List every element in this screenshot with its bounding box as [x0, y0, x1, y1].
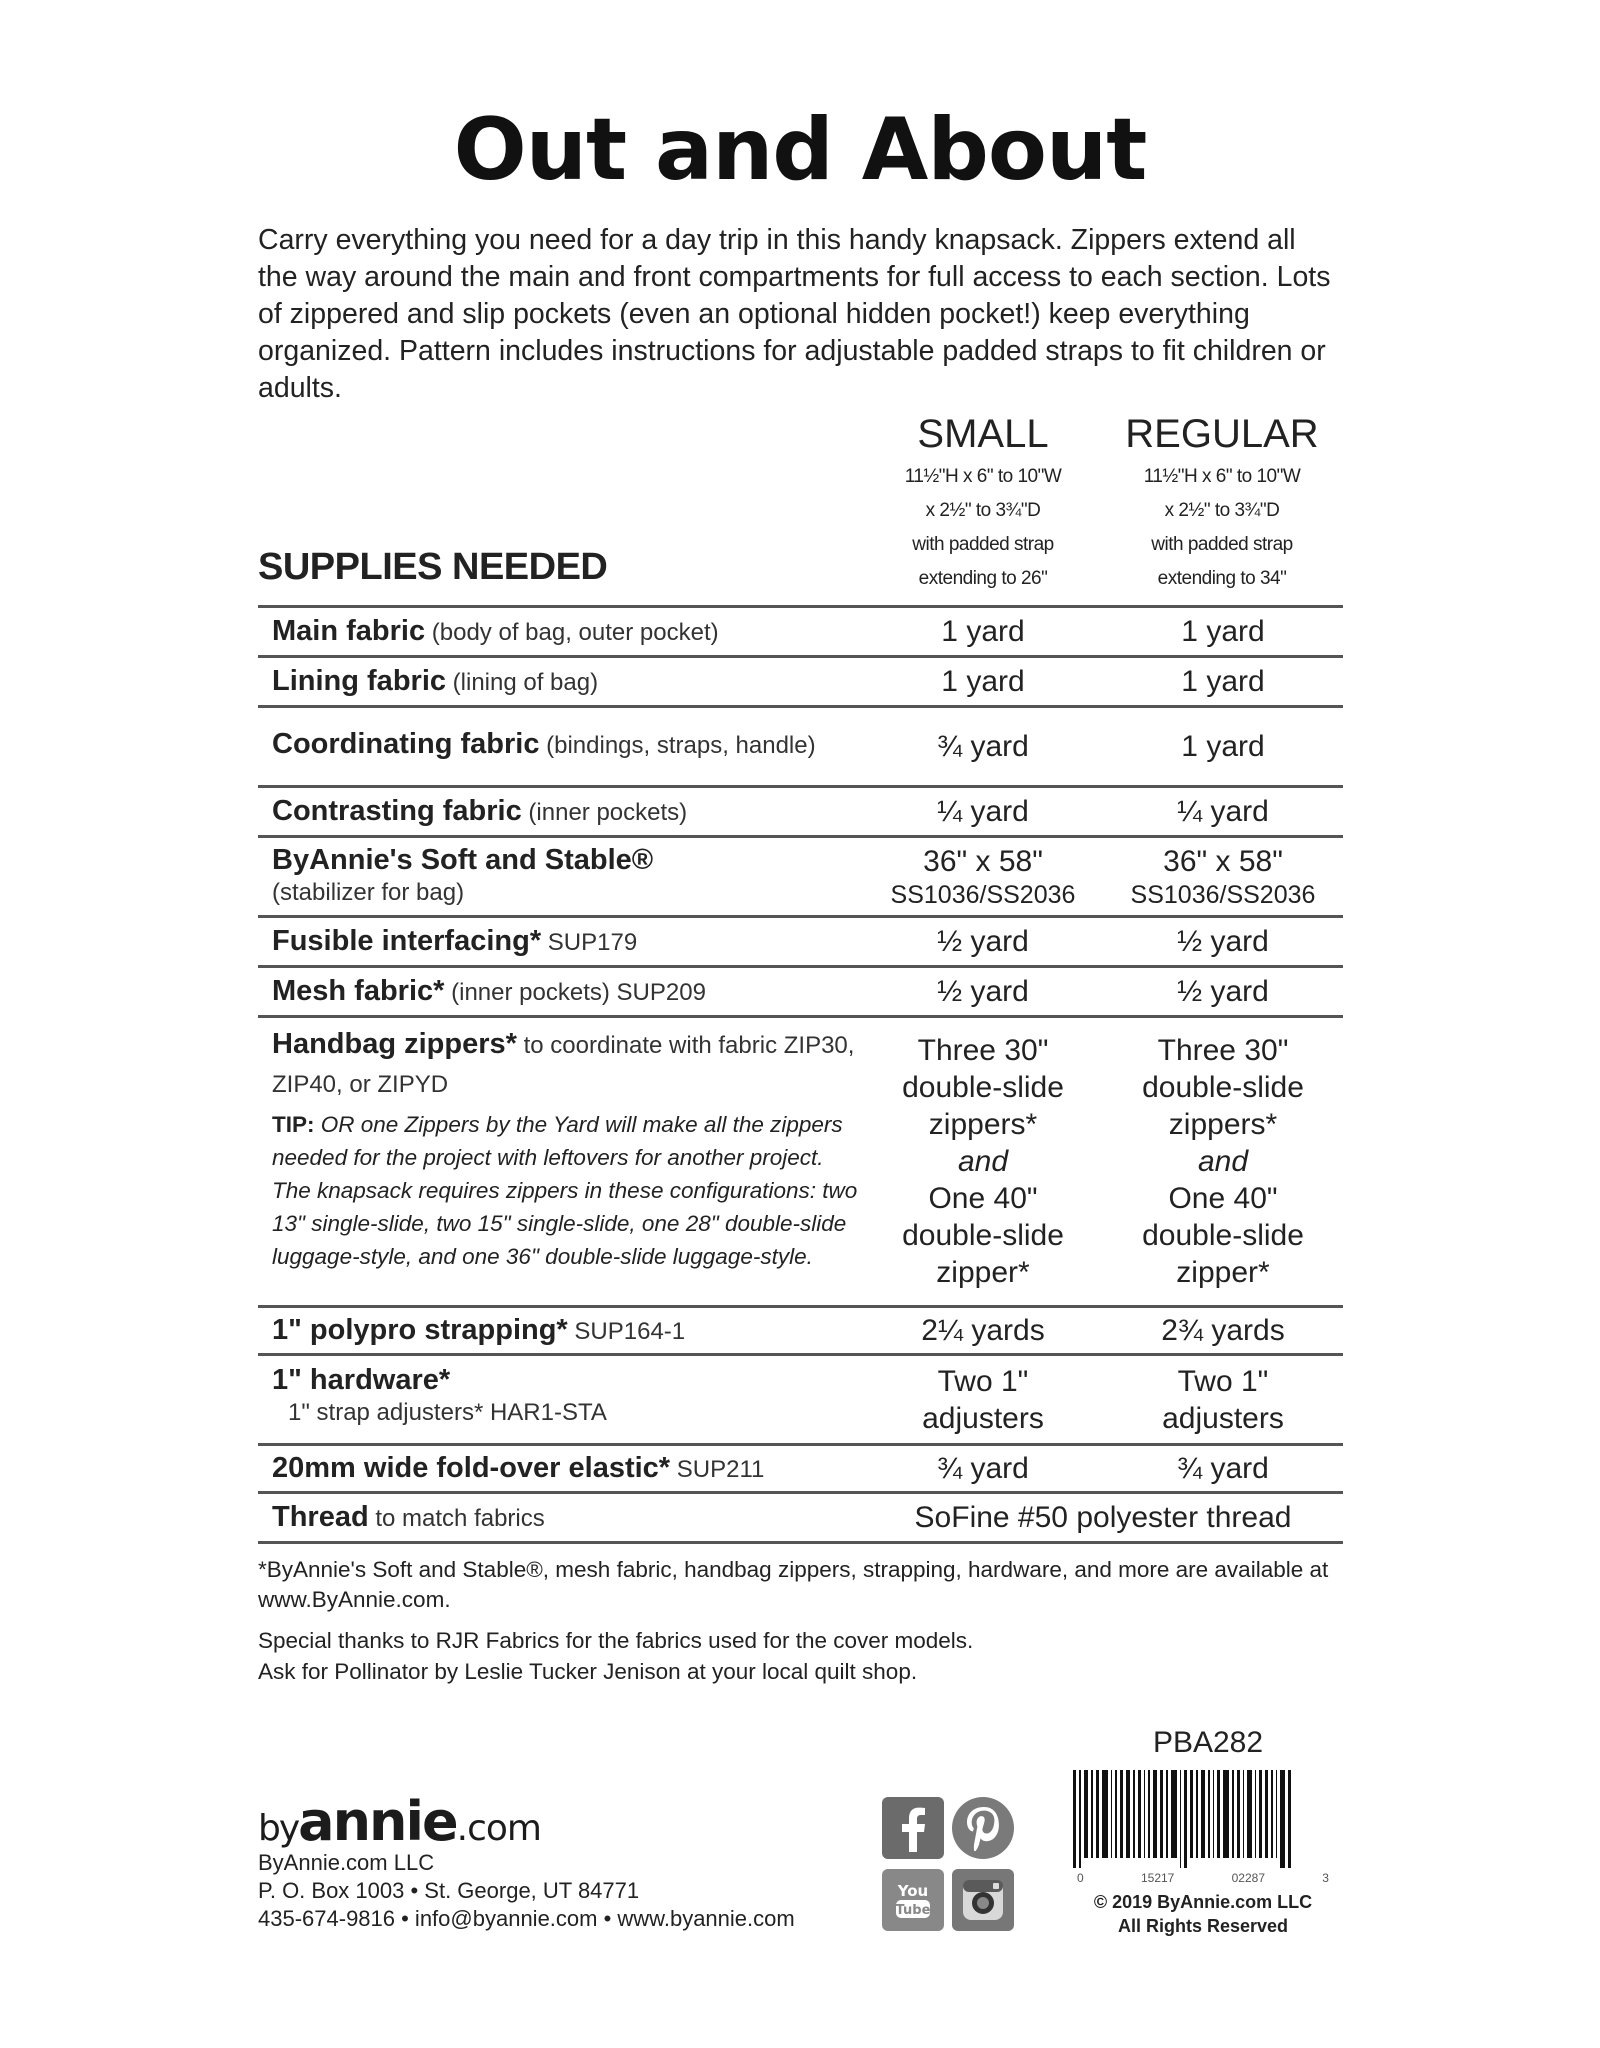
- item-cell: [258, 708, 863, 785]
- tip-text: OR one Zippers by the Yard will make all the zippers needed for the project with leftovers for another project. The knapsack requires zippers in these configurations: two 13" single-slide, two 15" single-slide, one 28" double-slide luggage-style, and one 36" double-slide luggage-style.: [272, 1112, 858, 1269]
- item-name: 1" hardware*: [272, 1364, 451, 1396]
- regular-line: Three 30": [1157, 1034, 1289, 1067]
- barcode-bar: [1138, 1770, 1141, 1858]
- table-row: [258, 1308, 1343, 1356]
- address-line: 435-674-9816 • info@byannie.com • www.byannie.com: [258, 1906, 795, 1931]
- item-note: SUP164-1: [567, 1318, 686, 1345]
- item-note: SUP211: [670, 1456, 765, 1483]
- svg-text:Tube: Tube: [895, 1903, 931, 1918]
- size-dims-regular: 11½"H x 6" to 10"W x 2½" to 3¾"D with padded strap extending to 34": [1143, 466, 1301, 589]
- small-line: zipper*: [936, 1256, 1030, 1289]
- item-note: (inner pockets) SUP209: [444, 979, 706, 1006]
- barcode-bar: [1223, 1770, 1229, 1858]
- regular-line: One 40": [1168, 1182, 1278, 1215]
- pinterest-icon[interactable]: [952, 1797, 1014, 1859]
- table-row: [258, 1018, 1343, 1308]
- regular-value: ¼ yard: [1177, 795, 1269, 828]
- item-cell: [258, 968, 863, 1015]
- item-cell: [258, 658, 863, 705]
- regular-line: and: [1197, 1145, 1249, 1178]
- barcode-bar: [1255, 1770, 1257, 1858]
- thanks-note: [258, 1625, 1343, 1687]
- regular-line: zipper*: [1176, 1256, 1270, 1289]
- barcode-bar: [1180, 1770, 1182, 1868]
- item-note: (body of bag, outer pocket): [425, 619, 719, 646]
- barcode-bar: [1133, 1770, 1135, 1858]
- barcode-bar: [1237, 1770, 1240, 1858]
- barcode-digits: [1073, 1871, 1333, 1885]
- barcode-bar: [1166, 1770, 1168, 1858]
- logo-by: by: [258, 1808, 299, 1849]
- item-cell: [258, 838, 863, 915]
- small-value: ¼ yard: [937, 795, 1029, 828]
- regular-value: [1103, 838, 1343, 915]
- regular-value: ½ yard: [1177, 925, 1269, 958]
- item-cell: [258, 608, 863, 655]
- barcode-bar: [1196, 1770, 1198, 1858]
- item-name: Fusible interfacing*: [272, 925, 542, 957]
- barcode-digit: 02287: [1231, 1871, 1265, 1885]
- regular-value-main: 36" x 58": [1163, 845, 1283, 878]
- item-name: Thread: [272, 1501, 369, 1533]
- item-cell: [258, 1356, 863, 1443]
- small-value: ½ yard: [937, 975, 1029, 1008]
- small-line: Three 30": [917, 1034, 1049, 1067]
- item-note: to coordinate with fabric ZIP30, ZIP40, or ZIPYD: [272, 1032, 855, 1098]
- barcode-bar: [1247, 1770, 1252, 1858]
- barcode-bar: [1280, 1770, 1285, 1868]
- small-value: 1 yard: [941, 615, 1025, 648]
- item-cell: [258, 1018, 863, 1305]
- table-row: [258, 918, 1343, 968]
- small-line: double-slide: [902, 1071, 1064, 1104]
- size-dims-small: 11½"H x 6" to 10"W x 2½" to 3¾"D with padded strap extending to 26": [904, 466, 1062, 589]
- small-line: and: [957, 1145, 1009, 1178]
- table-row: [258, 788, 1343, 838]
- item-name: Mesh fabric*: [272, 975, 445, 1007]
- item-name: Handbag zippers*: [272, 1028, 517, 1060]
- item-name: 1" polypro strapping*: [272, 1314, 568, 1346]
- tip-label: TIP:: [272, 1112, 315, 1137]
- table-row: [258, 838, 1343, 918]
- table-row: [258, 1356, 1343, 1446]
- availability-footnote: *ByAnnie's Soft and Stable®, mesh fabric, handbag zippers, strapping, hardware, and more are available at www.ByAnnie.com.: [258, 1557, 1329, 1612]
- barcode-digit: 0: [1077, 1871, 1084, 1885]
- small-value: ½ yard: [937, 925, 1029, 958]
- regular-line: zippers*: [1168, 1108, 1278, 1141]
- intro-paragraph: Carry everything you need for a day trip in this handy knapsack. Zippers extend all the way around the main and front compartments for full access to each section. Lots of zippered and slip pockets (even an optional hidden pocket!) keep everything organized. Pattern includes instructions for adjustable padded straps to fit children or adults.: [258, 224, 1331, 404]
- table-row: [258, 658, 1343, 708]
- regular-line: double-slide: [1142, 1071, 1304, 1104]
- table-row: [258, 608, 1343, 658]
- barcode-digit: 3: [1322, 1871, 1329, 1885]
- barcode-bar: [1271, 1770, 1273, 1858]
- item-cell: [258, 1308, 863, 1353]
- small-value: [863, 1356, 1103, 1443]
- barcode-bar: [1201, 1770, 1206, 1858]
- barcode-bars: [1073, 1770, 1333, 1865]
- barcode-bar: [1079, 1770, 1081, 1868]
- item-name: Coordinating fabric: [272, 728, 540, 760]
- barcode-bar: [1243, 1770, 1245, 1858]
- company-address: [258, 1849, 795, 1933]
- instagram-icon[interactable]: [952, 1869, 1014, 1931]
- thanks-line: Ask for Pollinator by Leslie Tucker Jenison at your local quilt shop.: [258, 1659, 918, 1684]
- small-line: adjusters: [922, 1401, 1044, 1435]
- regular-value: ½ yard: [1177, 975, 1269, 1008]
- size-name-small: SMALL: [917, 412, 1049, 456]
- item-note: (lining of bag): [446, 669, 599, 696]
- facebook-glyph: [893, 1804, 933, 1852]
- regular-value: 1 yard: [1181, 665, 1265, 698]
- barcode-bar: [1126, 1770, 1131, 1858]
- barcode-bar: [1096, 1770, 1099, 1858]
- item-name: ByAnnie's Soft and Stable®: [272, 844, 654, 876]
- regular-value: [1103, 1018, 1343, 1305]
- barcode-bar: [1190, 1770, 1193, 1858]
- address-line: P. O. Box 1003 • St. George, UT 84771: [258, 1878, 640, 1903]
- regular-value: [1103, 1356, 1343, 1443]
- size-name-regular: REGULAR: [1125, 412, 1319, 456]
- small-value: [863, 1018, 1103, 1305]
- youtube-glyph: [891, 1878, 935, 1922]
- copyright-notice: [1073, 1890, 1333, 1938]
- small-line: Two 1": [937, 1364, 1029, 1398]
- page-title: Out and About: [453, 100, 1147, 200]
- both-sizes-value: SoFine #50 polyester thread: [914, 1500, 1292, 1534]
- zipper-tip: [272, 1108, 863, 1273]
- size-header-small: [863, 408, 1103, 596]
- barcode-bar: [1276, 1770, 1278, 1858]
- barcode-bar: [1144, 1770, 1146, 1858]
- barcode-bar: [1213, 1770, 1215, 1858]
- small-value-sub: SS1036/SS2036: [890, 881, 1076, 909]
- instagram-glyph: [959, 1876, 1007, 1924]
- barcode-bar: [1084, 1770, 1089, 1858]
- youtube-icon[interactable]: [882, 1869, 944, 1931]
- small-value: [863, 838, 1103, 915]
- regular-value: 1 yard: [1181, 615, 1265, 648]
- supplies-heading: SUPPLIES NEEDED: [258, 546, 608, 588]
- small-value: 1 yard: [941, 665, 1025, 698]
- pinterest-glyph: [963, 1805, 1003, 1851]
- barcode-bar: [1102, 1770, 1108, 1858]
- barcode-bar: [1160, 1770, 1163, 1858]
- barcode-bar: [1265, 1770, 1268, 1858]
- small-line: One 40": [928, 1182, 1038, 1215]
- small-line: double-slide: [902, 1219, 1064, 1252]
- barcode-bar: [1111, 1770, 1113, 1858]
- barcode-bar: [1115, 1770, 1117, 1858]
- item-subnote: (stabilizer for bag): [272, 879, 465, 906]
- item-note: SUP179: [541, 929, 638, 956]
- item-cell: [258, 1446, 863, 1491]
- regular-value: 1 yard: [1181, 730, 1265, 763]
- barcode: [1073, 1770, 1333, 1885]
- facebook-icon[interactable]: [882, 1797, 944, 1859]
- barcode-bar: [1184, 1770, 1187, 1868]
- address-line: ByAnnie.com LLC: [258, 1850, 435, 1875]
- logo-annie: annie: [298, 1790, 457, 1853]
- table-row: [258, 708, 1343, 788]
- svg-text:You: You: [897, 1882, 929, 1900]
- table-row: [258, 1494, 1343, 1544]
- small-value: 2¼ yards: [921, 1314, 1045, 1347]
- regular-value: 2¾ yards: [1161, 1314, 1285, 1347]
- item-name: Main fabric: [272, 615, 426, 647]
- barcode-bar: [1217, 1770, 1220, 1858]
- regular-value: ¾ yard: [1177, 1452, 1269, 1485]
- small-value: ¾ yard: [937, 1452, 1029, 1485]
- barcode-bar: [1153, 1770, 1158, 1858]
- item-name: 20mm wide fold-over elastic*: [272, 1452, 671, 1484]
- regular-line: adjusters: [1162, 1401, 1284, 1435]
- barcode-bar: [1091, 1770, 1093, 1858]
- barcode-bar: [1232, 1770, 1234, 1858]
- copyright-line: All Rights Reserved: [1117, 1916, 1289, 1936]
- logo-com: .com: [456, 1808, 541, 1849]
- thanks-line: Special thanks to RJR Fabrics for the fabrics used for the cover models.: [258, 1628, 974, 1653]
- item-cell: [258, 918, 863, 965]
- small-value-main: 36" x 58": [923, 845, 1043, 878]
- barcode-digit: 15217: [1140, 1871, 1175, 1885]
- table-row: [258, 1446, 1343, 1494]
- regular-value-sub: SS1036/SS2036: [1130, 881, 1316, 909]
- barcode-bar: [1148, 1770, 1150, 1858]
- copyright-line: © 2019 ByAnnie.com LLC: [1093, 1892, 1313, 1912]
- product-code: PBA282: [1152, 1726, 1264, 1759]
- byannie-logo: [258, 1790, 541, 1853]
- item-note: (inner pockets): [521, 799, 688, 826]
- size-header-regular: [1102, 408, 1342, 596]
- regular-line: Two 1": [1177, 1364, 1269, 1398]
- item-cell: [258, 1494, 863, 1541]
- small-value: ¾ yard: [937, 730, 1029, 763]
- barcode-bar: [1288, 1770, 1291, 1868]
- item-cell: [258, 788, 863, 835]
- item-note: (bindings, straps, handle): [539, 732, 816, 759]
- small-line: zippers*: [928, 1108, 1038, 1141]
- regular-line: double-slide: [1142, 1219, 1304, 1252]
- barcode-bar: [1208, 1770, 1210, 1858]
- barcode-bar: [1259, 1770, 1262, 1858]
- barcode-bar: [1073, 1770, 1076, 1868]
- barcode-bar: [1171, 1770, 1177, 1858]
- supplies-table: [258, 605, 1343, 1544]
- item-name: Contrasting fabric: [272, 795, 522, 827]
- item-name: Lining fabric: [272, 665, 446, 697]
- item-subnote: 1" strap adjusters* HAR1-STA: [288, 1399, 607, 1426]
- table-row: [258, 968, 1343, 1018]
- item-note: to match fabrics: [368, 1505, 545, 1532]
- barcode-bar: [1120, 1770, 1123, 1858]
